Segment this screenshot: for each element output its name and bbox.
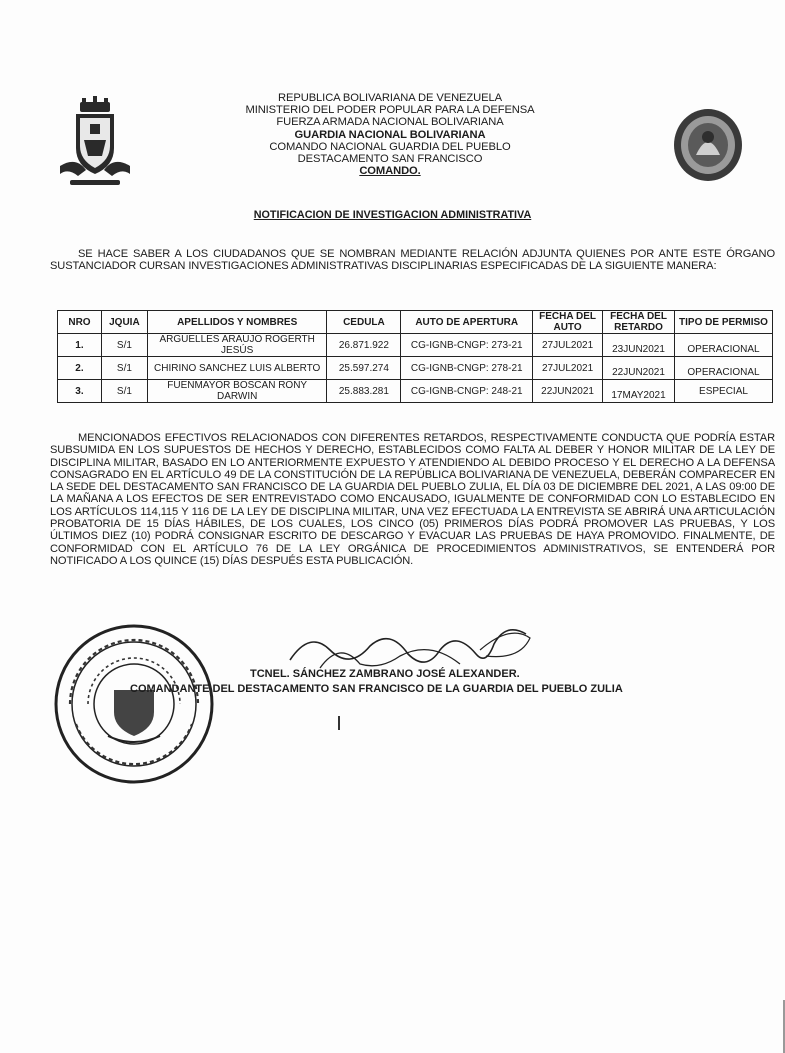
col-apellidos: APELLIDOS Y NOMBRES [147,311,327,334]
cell-jquia: S/1 [101,357,147,380]
table-row [58,380,773,403]
header-line-3: FUERZA ARMADA NACIONAL BOLIVARIANA [276,116,504,129]
cell-cedula: 25.883.281 [327,380,401,403]
cell-apellidos: FUENMAYOR BOSCAN RONY DARWIN [147,380,327,403]
col-nro: NRO [58,311,102,334]
investigation-table [57,310,773,403]
guardia-del-pueblo-seal-icon [672,107,744,183]
cell-nro: 2. [58,357,102,380]
body-paragraph [50,432,775,567]
col-fecha-retardo: FECHA DEL RETARDO [603,311,675,334]
body-text: MENCIONADOS EFECTIVOS RELACIONADOS CON DIFERENTES RETARDOS, RESPECTIVAMENTE CONDUCTA QUE PODRÍA ESTAR SUBSUMIDA EN LOS SUPUESTOS DE HECHOS Y DERECHO, ESTABLECIDOS COMO FALTA AL DEBER Y HONOR MILITAR DE LA LEY DE DISCIPLINA MILITAR, BASADO EN LO ANTERIORMENTE EXPUESTO Y ATENDIENDO AL DEBIDO PROCESO Y EL DERECHO A LA DEFENSA CONSAGRADO EN EL ARTÍCULO 49 DE LA CONSTITUCIÓN DE LA REPÚBLICA BOLIVARIANA DE VENEZUELA, DEBERÁN COMPARECER EN LA SEDE DEL DESTACAMENTO SAN FRANCISCO DE LA GUARDIA DEL PUEBLO ZULIA, EL DÍA 03 DE DICIEMBRE DEL 2021, A LAS 09:00 DE LA MAÑANA A LOS EFECTOS DE SER ENTREVISTADO COMO ENCAUSADO, IGUALMENTE DE CONFORMIDAD CON LO ESTABLECIDO EN LOS ARTÍCULOS 114,115 Y 116 DE LA LEY DE DISCIPLINA MILITAR, UNA VEZ EFECTUADA LA ENTREVISTA SE ABRIRÁ UNA ARTICULACIÓN PROBATORIA DE 15 DÍAS HÁBILES, DE LOS CUALES, LOS CINCO (05) PRIMEROS DÍAS PODRÁ PROMOVER LAS PRUEBAS, Y LOS ÚLTIMOS DIEZ (10) PODRÁ CONSIGNAR ESCRITO DE DESCARGO Y EVACUAR LAS PRUEBAS DE HAYA PROMOVIDO. FINALMENTE, DE CONFORMIDAD CON EL ARTÍCULO 76 DE LA LEY ORGÁNICA DE PROCEDIMIENTOS ADMINISTRATIVOS, SE ENTENDERÁ POR NOTIFICADO A LOS QUINCE (15) DÍAS DESPUÉS ESTA PUBLICACIÓN. [50,432,775,567]
cell-jquia: S/1 [101,334,147,357]
cell-tipo: OPERACIONAL [675,334,773,357]
header-line-2: MINISTERIO DEL PODER POPULAR PARA LA DEFENSA [245,104,535,117]
official-stamp-icon [50,620,218,788]
cell-apellidos: CHIRINO SANCHEZ LUIS ALBERTO [147,357,327,380]
letterhead [160,92,620,177]
table-row [58,334,773,357]
col-cedula: CEDULA [327,311,401,334]
cell-auto: CG-IGNB-CNGP: 278-21 [401,357,533,380]
cell-auto: CG-IGNB-CNGP: 273-21 [401,334,533,357]
table-header-row [58,311,773,334]
pen-mark [338,716,340,730]
col-tipo: TIPO DE PERMISO [675,311,773,334]
document-title: NOTIFICACION DE INVESTIGACION ADMINISTRATIVA [253,209,532,221]
cell-auto: CG-IGNB-CNGP: 248-21 [401,380,533,403]
cell-cedula: 25.597.274 [327,357,401,380]
cell-fecha-retardo: 17MAY2021 [603,380,675,403]
cell-fecha-retardo: 22JUN2021 [603,357,675,380]
header-line-4: GUARDIA NACIONAL BOLIVARIANA [294,128,486,141]
cell-nro: 3. [58,380,102,403]
cell-apellidos: ARGUELLES ARAUJO ROGERTH JESÚS [147,334,327,357]
header-line-6: DESTACAMENTO SAN FRANCISCO [297,153,483,166]
cell-tipo: OPERACIONAL [675,357,773,380]
cell-fecha-auto: 27JUL2021 [533,334,603,357]
cell-jquia: S/1 [101,380,147,403]
gnb-crest-icon [56,96,134,192]
cell-fecha-auto: 22JUN2021 [533,380,603,403]
table-row [58,357,773,380]
header-line-1: REPUBLICA BOLIVARIANA DE VENEZUELA [278,92,502,104]
header-line-7: COMANDO. [359,165,421,178]
intro-text: SE HACE SABER A LOS CIUDADANOS QUE SE NOMBRAN MEDIANTE RELACIÓN ADJUNTA QUIENES POR ANTE ESTE ÓRGANO SUSTANCIADOR CURSAN INVESTIGACIONES ADMINISTRATIVAS DISCIPLINARIAS ESPECIFICADAS DE LA SIGUIENTE MANERA: [50,248,775,273]
signatory-title: COMANDANTE DEL DESTACAMENTO SAN FRANCISCO DE LA GUARDIA DEL PUEBLO ZULIA [130,683,623,695]
header-line-5: COMANDO NACIONAL GUARDIA DEL PUEBLO [269,140,511,153]
intro-paragraph [50,248,775,273]
col-fecha-auto: FECHA DEL AUTO [533,311,603,334]
cell-tipo: ESPECIAL [675,380,773,403]
signatory-name: TCNEL. SÁNCHEZ ZAMBRANO JOSÉ ALEXANDER. [250,668,520,680]
cell-cedula: 26.871.922 [327,334,401,357]
col-jquia: JQUIA [101,311,147,334]
cell-fecha-retardo: 23JUN2021 [603,334,675,357]
col-auto: AUTO DE APERTURA [401,311,533,334]
cell-fecha-auto: 27JUL2021 [533,357,603,380]
cell-nro: 1. [58,334,102,357]
